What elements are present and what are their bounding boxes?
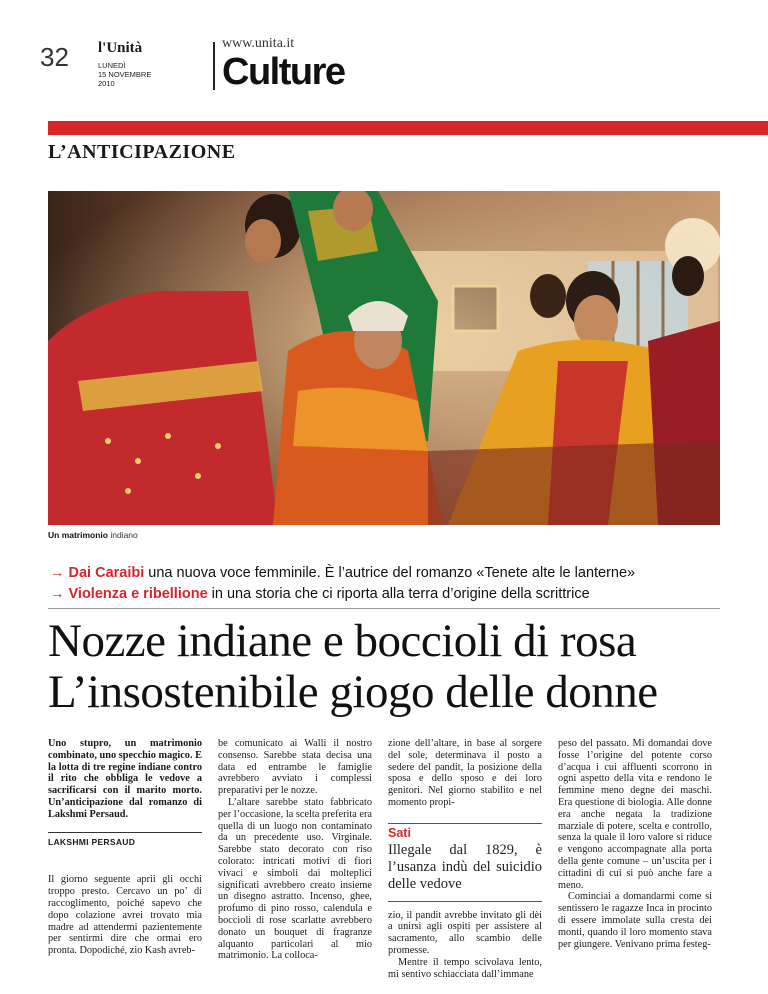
body-paragraph: Cominciai a domandarmi come si sentissero le ragazze Inca in procinto di essere immolate sulla cresta dei monti, quando il loro momento stava per giungere. Venivano prima festeg-: [558, 891, 712, 950]
photo-caption: [48, 530, 138, 540]
article-column-4: [558, 738, 712, 950]
summary-line: [50, 565, 635, 581]
sidebar-top-rule: [388, 823, 542, 824]
body-paragraph: zione dell’altare, in base al sorgere del sole, determinava il posto a sedere del pandit, la posizione della sposa e dello sposo e dei loro genitori. Nel giorno stabilito e nel momento propi-: [388, 738, 542, 808]
article-column-3: [388, 738, 542, 980]
article-column-2: [218, 738, 372, 962]
body-paragraph: zio, il pandit avrebbe invitato gli dèi a unirsi agli ospiti per assistere al sacramento, allo scambio delle promesse.: [388, 909, 542, 956]
headline-divider: [48, 608, 720, 609]
wedding-photo: [48, 191, 720, 525]
author-byline: LAKSHMI PERSAUD: [48, 836, 136, 847]
newspaper-logo: l'Unità: [98, 40, 143, 56]
issue-date-day: LUNEDÌ: [98, 61, 126, 70]
section-title: Culture: [222, 51, 345, 93]
issue-date: 15 NOVEMBRE: [98, 70, 152, 79]
section-color-bar: [0, 121, 768, 135]
page-number: 32: [40, 42, 69, 72]
issue-year: 2010: [98, 79, 115, 88]
body-paragraph: L’altare sarebbe stato fabbricato per l’occasione, la scelta preferita era quella di un luogo non contaminato da un precedente uso. Virginale. Sarebbe stato decorato con riso colorato: intricati motivi di fiori vivaci e simboli dai molteplici significati avrebbero creato insieme un disegno astratto. Incenso, ghee, profumo di pino rosso, calendula e boccioli di rose scarlatte avrebbero donato un bouquet di fragranze alquanto particolari al mio matrimonio. La colloca-: [218, 796, 372, 962]
body-paragraph: peso del passato. Mi domandai dove fosse l’origine del potente corso d’acqua i cui affluenti scorrono in ogni aspetto della vita e rendono le femmine meno degne dei maschi. Era questione di biologia. Alle donne era anche negata la tradizione marziale di potere, scelta e controllo, senza la quale il loro valore si riduce e vengono accompagnate alla porta della gente comune – un’uscita per i cittadini di cui si può anche fare a meno.: [558, 738, 712, 891]
summary-highlight: Violenza e ribellione: [68, 586, 208, 602]
headline-line-1: Nozze indiane e boccioli di rosa: [48, 615, 637, 667]
article-column-1: [48, 738, 202, 957]
caption-text: indiano: [107, 530, 138, 540]
kicker-label: L’ANTICIPAZIONE: [48, 141, 236, 163]
arrow-right-icon: →: [50, 565, 65, 581]
arrow-right-icon: →: [50, 586, 65, 602]
body-paragraph: Il giorno seguente aprii gli occhi troppo presto. Cercavo un po’ di raccoglimento, poiché sapevo che dopo colazione avrei trovato mia madre ad attendermi pazientemente per sentirmi dire che ormai ero pronta. Dopodiché, zio Kash avreb-: [48, 874, 202, 957]
summary-line: [50, 586, 590, 602]
headline-line-2: L’insostenibile giogo delle donne: [48, 666, 658, 718]
summary-highlight: Dai Caraibi: [68, 565, 145, 581]
masthead-divider: [213, 42, 215, 90]
summary-text: una nuova voce femminile. È l’autrice del romanzo «Tenete alte le lanterne»: [144, 565, 636, 581]
author-divider: [48, 832, 202, 833]
sidebar-bottom-rule: [388, 901, 542, 902]
body-paragraph: be comunicato ai Walli il nostro consenso. Sarebbe stata decisa una data ed entrambe le famiglie avrebbero avviato i complessi preparativi per le nozze.: [218, 738, 372, 797]
sidebar-title: Illegale dal 1829, è l’usanza indù del suicidio delle vedove: [388, 841, 542, 892]
caption-bold: Un matrimonio: [48, 530, 108, 540]
summary-text: in una storia che ci riporta alla terra d’origine della scrittrice: [207, 586, 590, 602]
sidebar-label: Sati: [388, 825, 411, 840]
site-url: www.unita.it: [222, 36, 295, 51]
body-paragraph: Mentre il tempo scivolava lento, mi sentivo schiacciata dall’immane: [388, 956, 542, 980]
article-intro: Uno stupro, un matrimonio combinato, uno specchio magico. E la lotta di tre regine indiane contro il rito che obbliga le vedove a sacrificarsi con il marito morto. Un’anticipazione dal romanzo di Lakshmi Persaud.: [48, 738, 202, 820]
